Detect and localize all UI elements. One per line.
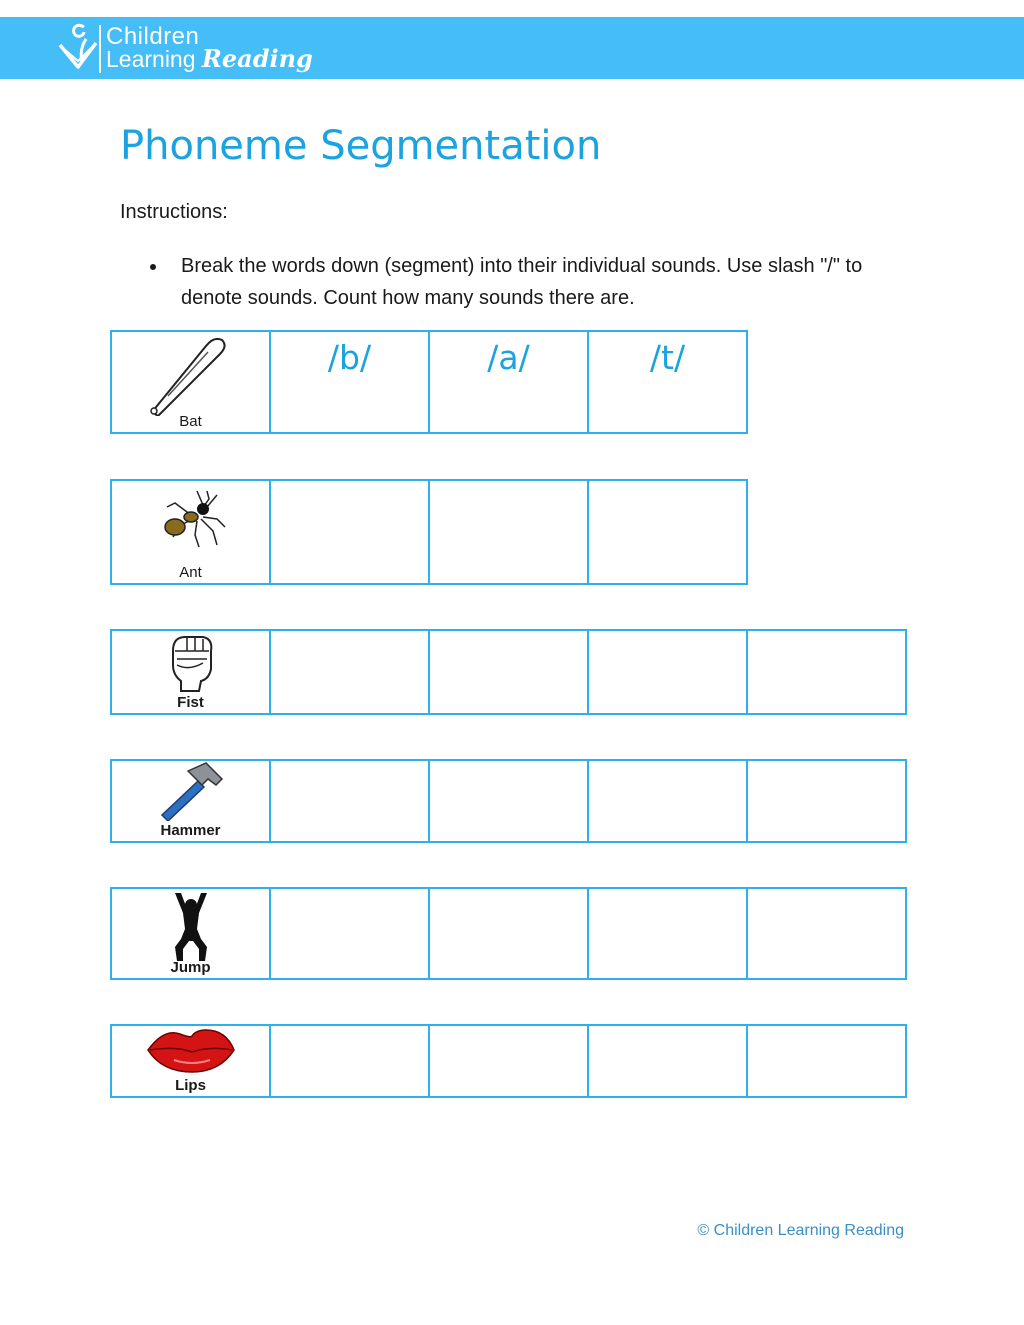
word-label: Hammer [160, 822, 221, 839]
logo-line2 [106, 44, 313, 73]
sound-cell[interactable] [429, 480, 588, 584]
picture-cell [111, 888, 270, 979]
child-reading-icon [56, 21, 102, 75]
hammer-icon [158, 761, 224, 821]
instructions-list [148, 250, 908, 314]
sound-cell[interactable] [588, 331, 747, 433]
lips-icon [146, 1026, 236, 1074]
sound-cell[interactable] [588, 760, 747, 842]
brand-logo [56, 21, 316, 75]
logo-text [106, 23, 313, 73]
sound-cell[interactable] [747, 630, 906, 714]
word-row-lips [110, 1024, 907, 1098]
logo-word-reading: Reading [201, 44, 313, 73]
word-row-jump [110, 887, 907, 980]
picture-cell [111, 630, 270, 714]
sound-cell[interactable] [429, 1025, 588, 1097]
picture-cell [111, 1025, 270, 1097]
sound-cell[interactable] [747, 760, 906, 842]
sound-text: /a/ [487, 338, 530, 377]
ant-icon [151, 485, 231, 565]
word-row-hammer [110, 759, 907, 843]
header-banner [0, 17, 1024, 79]
jumping-person-icon [169, 891, 213, 963]
sound-cell[interactable] [429, 331, 588, 433]
logo-word-learning: Learning [106, 46, 196, 72]
sound-cell[interactable] [429, 630, 588, 714]
sound-cell[interactable] [429, 760, 588, 842]
word-row-ant [110, 479, 748, 585]
word-label: Bat [179, 413, 202, 430]
sound-cell[interactable] [270, 630, 429, 714]
picture-cell [111, 480, 270, 584]
logo-line1: Children [106, 23, 200, 50]
picture-cell [111, 760, 270, 842]
fist-icon [165, 631, 217, 693]
instructions-label: Instructions: [120, 201, 228, 223]
word-row-fist [110, 629, 907, 715]
sound-cell[interactable] [747, 888, 906, 979]
sound-cell[interactable] [588, 630, 747, 714]
word-row-bat [110, 330, 748, 434]
sound-cell[interactable] [270, 888, 429, 979]
baseball-bat-icon [146, 332, 236, 416]
word-label: Fist [177, 694, 204, 711]
sound-cell[interactable] [270, 480, 429, 584]
instruction-item: Break the words down (segment) into their individual sounds. Use slash "/" to denote sounds. Count how many sounds there are. [148, 250, 908, 314]
sound-cell[interactable] [429, 888, 588, 979]
word-label: Lips [175, 1077, 206, 1094]
sound-cell[interactable] [270, 760, 429, 842]
picture-cell [111, 331, 270, 433]
word-label: Ant [179, 564, 202, 581]
sound-cell[interactable] [588, 888, 747, 979]
sound-cell[interactable] [588, 1025, 747, 1097]
sound-text: /t/ [649, 338, 686, 377]
sound-cell[interactable] [270, 331, 429, 433]
sound-cell[interactable] [747, 1025, 906, 1097]
word-label: Jump [170, 959, 211, 976]
sound-cell[interactable] [588, 480, 747, 584]
sound-cell[interactable] [270, 1025, 429, 1097]
copyright-footer: © Children Learning Reading [697, 1222, 904, 1239]
sound-text: /b/ [327, 338, 372, 377]
page-title: Phoneme Segmentation [120, 123, 602, 169]
